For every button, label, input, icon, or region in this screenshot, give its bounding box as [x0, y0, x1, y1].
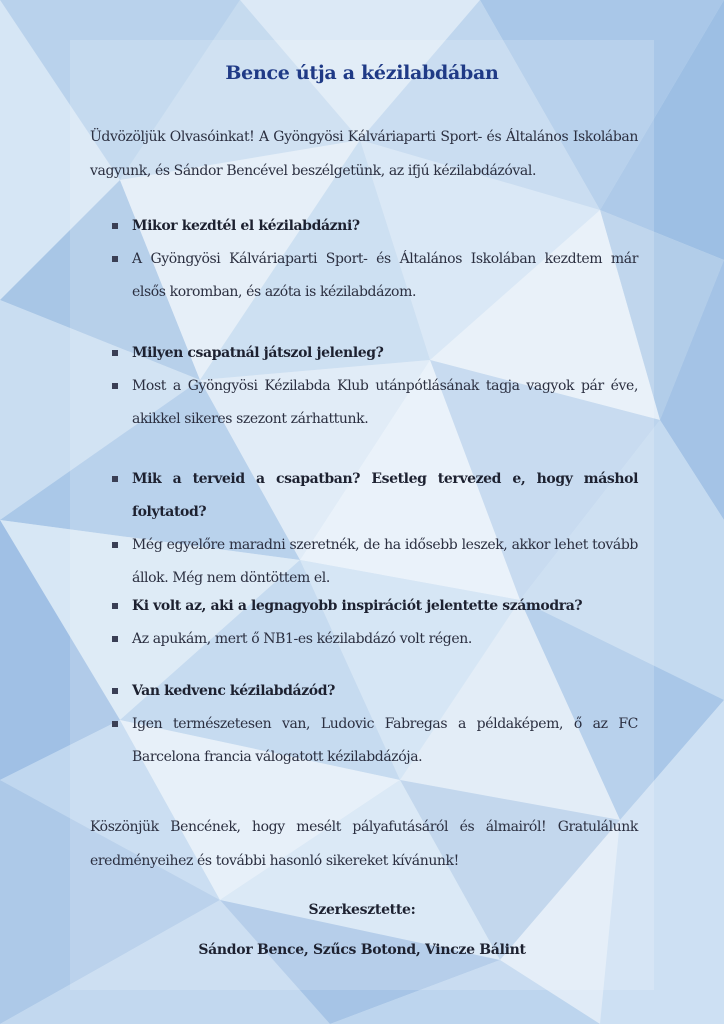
answer-1: A Gyöngyösi Kálváriaparti Sport- és Általános Iskolában kezdtem már elsős koromban, és azóta is kézilabdázom.: [110, 243, 638, 309]
qa-block-4: [110, 590, 638, 656]
bullet-icon: [112, 688, 118, 694]
credits-label: Szerkesztette:: [308, 902, 416, 918]
bullet-icon: [112, 636, 118, 642]
question-4: Ki volt az, aki a legnagyobb inspirációt jelentette számodra?: [110, 590, 638, 623]
article-title: Bence útja a kézilabdában: [225, 62, 499, 84]
qa-block-3: [110, 463, 638, 595]
qa-block-2: [110, 337, 638, 436]
question-1: Mikor kezdtél el kézilabdázni?: [110, 210, 638, 243]
bullet-icon: [112, 223, 118, 229]
closing-paragraph: Köszönjük Bencének, hogy mesélt pályafutásáról és álmairól! Gratulálunk eredményeihez és további hasonló sikereket kívánunk!: [90, 819, 638, 869]
qa-block-1: [110, 210, 638, 309]
bullet-icon: [112, 256, 118, 262]
question-5: Van kedvenc kézilabdázód?: [110, 675, 638, 708]
answer-2: Most a Gyöngyösi Kézilabda Klub utánpótlásának tagja vagyok pár éve, akikkel sikeres szezont zárhattunk.: [110, 370, 638, 436]
answer-3: Még egyelőre maradni szeretnék, de ha idősebb leszek, akkor lehet tovább állok. Még nem döntöttem el.: [110, 529, 638, 595]
question-2: Milyen csapatnál játszol jelenleg?: [110, 337, 638, 370]
bullet-icon: [112, 542, 118, 548]
bullet-icon: [112, 721, 118, 727]
qa-block-5: [110, 675, 638, 774]
question-3: Mik a terveid a csapatban? Esetleg tervezed e, hogy máshol folytatod?: [110, 463, 638, 529]
bullet-icon: [112, 383, 118, 389]
intro-paragraph: Üdvözöljük Olvasóinkat! A Gyöngyösi Kálváriaparti Sport- és Általános Iskolában vagyunk, és Sándor Bencével beszélgetünk, az ifjú kézilabdázóval.: [90, 129, 638, 179]
answer-4: Az apukám, mert ő NB1-es kézilabdázó volt régen.: [110, 623, 638, 656]
bullet-icon: [112, 476, 118, 482]
bullet-icon: [112, 350, 118, 356]
bullet-icon: [112, 603, 118, 609]
credits-names: Sándor Bence, Szűcs Botond, Vincze Bálint: [198, 942, 526, 958]
answer-5: Igen természetesen van, Ludovic Fabregas a példaképem, ő az FC Barcelona francia válogatott kézilabdázója.: [110, 708, 638, 774]
